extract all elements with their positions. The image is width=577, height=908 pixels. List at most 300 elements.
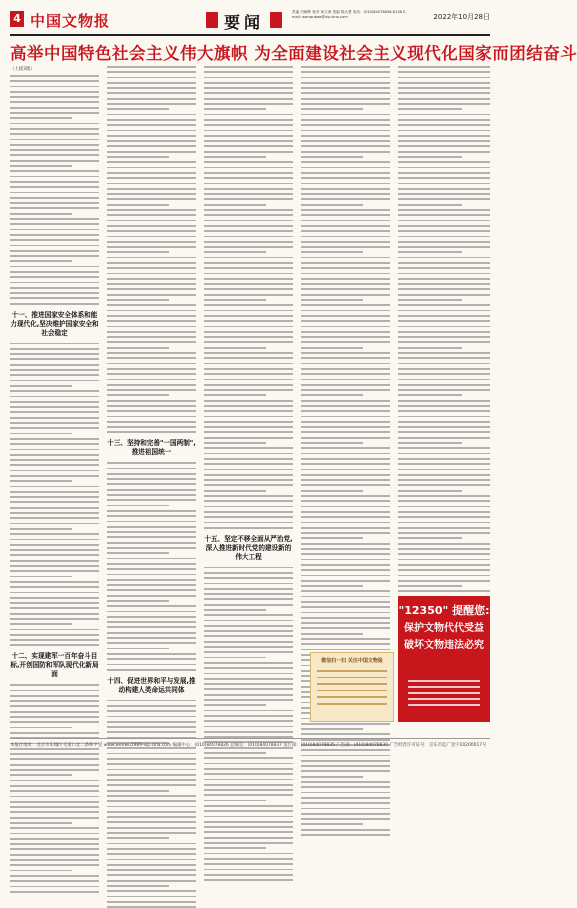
text-line	[301, 198, 390, 200]
text-line	[10, 491, 99, 493]
text-line	[204, 657, 266, 659]
text-line	[398, 426, 490, 428]
text-block	[107, 66, 196, 433]
text-line	[204, 320, 293, 322]
text-line	[10, 822, 72, 824]
text-line	[398, 506, 490, 508]
text-line	[107, 341, 196, 343]
text-line	[107, 552, 169, 554]
text-line	[301, 373, 390, 375]
text-line	[204, 426, 293, 428]
text-line	[10, 160, 99, 162]
text-line	[107, 379, 196, 381]
text-line	[204, 688, 293, 690]
text-line	[398, 151, 490, 153]
text-line	[204, 810, 293, 812]
text-line	[10, 539, 99, 541]
text-line	[204, 715, 293, 717]
text-line	[10, 292, 99, 294]
text-line	[204, 773, 293, 775]
text-line	[301, 442, 363, 444]
text-line	[107, 700, 196, 702]
text-line	[107, 400, 196, 402]
text-line	[107, 368, 196, 370]
text-line	[301, 760, 390, 762]
text-line	[301, 315, 390, 317]
text-line	[204, 842, 293, 844]
text-line	[10, 202, 99, 204]
text-line	[301, 209, 390, 211]
text-line	[107, 574, 196, 576]
text-line	[204, 87, 293, 89]
text-line	[107, 716, 196, 718]
text-line	[10, 554, 99, 556]
editor-info: 责编 冯朝晖 校对 何文涛 美编 陈大勇 电话：(010)84078836-6136 E-mail: wenwubao@vip.sina.com	[292, 10, 407, 19]
text-line	[204, 225, 293, 227]
text-line	[204, 630, 293, 632]
text-block	[10, 684, 99, 892]
text-line	[398, 214, 490, 216]
text-line	[301, 829, 390, 831]
text-line	[10, 480, 72, 482]
text-line	[301, 379, 390, 381]
text-line	[301, 490, 363, 492]
page-number: 4	[10, 11, 24, 27]
text-line	[10, 282, 99, 284]
text-line	[301, 177, 390, 179]
text-line	[10, 454, 99, 456]
text-block	[398, 66, 490, 645]
text-line	[398, 527, 490, 529]
text-line	[204, 251, 266, 253]
text-block	[204, 66, 293, 529]
text-line	[10, 369, 99, 371]
text-line	[107, 209, 196, 211]
text-line	[398, 288, 490, 290]
text-line	[398, 585, 462, 587]
text-line	[398, 580, 490, 582]
text-line	[107, 821, 196, 823]
text-line	[107, 658, 196, 660]
text-line	[301, 331, 390, 333]
text-line	[10, 86, 99, 88]
text-line	[204, 683, 293, 685]
text-line	[107, 288, 196, 290]
text-line	[204, 220, 293, 222]
text-line	[10, 133, 99, 135]
text-line	[107, 611, 196, 613]
text-line	[107, 536, 196, 538]
text-line	[10, 417, 99, 419]
text-line	[398, 315, 490, 317]
text-line	[301, 82, 390, 84]
text-line	[398, 511, 490, 513]
text-line	[398, 124, 490, 126]
text-line	[10, 123, 99, 125]
text-line	[107, 251, 169, 253]
text-line	[301, 537, 363, 539]
text-line	[204, 699, 293, 701]
text-line	[204, 853, 293, 855]
text-line	[204, 577, 293, 579]
text-line	[301, 77, 390, 79]
text-line	[10, 459, 99, 461]
text-line	[398, 251, 462, 253]
text-line	[107, 726, 196, 728]
text-line	[10, 192, 99, 194]
text-block	[107, 700, 196, 908]
text-line	[204, 593, 293, 595]
text-line	[204, 710, 293, 712]
text-line	[10, 390, 99, 392]
text-line	[107, 885, 169, 887]
text-line	[107, 626, 196, 628]
text-line	[301, 108, 363, 110]
newspaper-masthead: 中国文物报	[30, 12, 111, 30]
text-line	[301, 770, 390, 772]
text-line	[10, 234, 99, 236]
text-line	[301, 580, 390, 582]
text-line	[10, 629, 99, 631]
text-line	[10, 223, 99, 225]
text-line	[10, 358, 99, 360]
text-line	[10, 464, 99, 466]
text-line	[204, 66, 293, 68]
text-line	[301, 755, 390, 757]
text-line	[398, 177, 490, 179]
text-line	[10, 176, 99, 178]
text-line	[107, 326, 196, 328]
text-line	[301, 140, 390, 142]
text-line	[107, 896, 196, 898]
public-service-ad	[398, 596, 490, 722]
text-line	[204, 114, 293, 116]
text-line	[107, 859, 196, 861]
text-line	[398, 241, 490, 243]
text-line	[10, 271, 99, 273]
text-line	[204, 294, 293, 296]
text-line	[107, 880, 196, 882]
text-line	[204, 720, 293, 722]
text-line	[204, 204, 266, 206]
text-line	[398, 500, 490, 502]
text-line	[301, 416, 390, 418]
text-line	[10, 343, 99, 345]
text-line	[107, 901, 196, 903]
text-line	[398, 225, 490, 227]
text-line	[301, 389, 390, 391]
text-line	[107, 510, 196, 512]
issue-date: 2022年10月28日	[433, 13, 490, 21]
text-line	[301, 808, 390, 810]
text-line	[301, 278, 390, 280]
text-line	[204, 847, 266, 849]
text-line	[10, 796, 99, 798]
text-line	[107, 130, 196, 132]
text-line	[107, 774, 196, 776]
text-line	[107, 410, 196, 412]
text-line	[10, 592, 99, 594]
text-line	[204, 262, 293, 264]
page-footer: 本报社地址：北京市东城区交道口北二条和平里 www.wenwu1989-vip.sina.com 编辑中心：(010)84078826 总编室：(010)84078837 发行部：(010)84078835 广告部：(010)84078830 广告经营许可证号：京东市监广登字20200017号	[10, 738, 490, 748]
text-line	[107, 220, 196, 222]
text-line	[398, 114, 490, 116]
ad-title: "12350" 提醒您:	[398, 604, 490, 617]
text-line	[398, 548, 490, 550]
text-line	[204, 757, 293, 759]
text-line	[10, 565, 99, 567]
text-line	[301, 193, 390, 195]
text-line	[10, 186, 99, 188]
text-line	[301, 559, 390, 561]
text-line	[301, 575, 390, 577]
text-line	[107, 648, 169, 650]
text-line	[204, 299, 266, 301]
text-line	[301, 564, 390, 566]
text-line	[204, 794, 293, 796]
text-line	[107, 225, 196, 227]
text-line	[204, 673, 293, 675]
text-line	[107, 811, 196, 813]
text-line	[10, 364, 99, 366]
text-line	[10, 827, 99, 829]
text-line	[204, 527, 293, 529]
text-line	[10, 705, 99, 707]
section-marker-left	[206, 12, 218, 28]
text-line	[301, 723, 390, 725]
text-block	[10, 343, 99, 647]
text-line	[10, 639, 99, 641]
text-line	[301, 527, 390, 529]
text-line	[398, 320, 490, 322]
text-line	[301, 161, 390, 163]
text-line	[301, 596, 390, 598]
text-line	[398, 273, 490, 275]
text-line	[398, 384, 490, 386]
text-line	[398, 135, 490, 137]
text-line	[107, 483, 196, 485]
text-line	[204, 373, 293, 375]
text-line	[204, 71, 293, 73]
text-line	[301, 130, 390, 132]
continued-from: （上接3版）	[10, 67, 35, 72]
text-line	[398, 405, 490, 407]
text-line	[301, 156, 363, 158]
text-line	[204, 821, 293, 823]
text-line	[107, 784, 196, 786]
text-line	[204, 421, 293, 423]
text-line	[301, 357, 390, 359]
section-marker-right	[270, 12, 282, 28]
text-line	[398, 172, 490, 174]
subhead: 十二、实现建军一百年奋斗目标,开创国防和军队现代化新局面	[10, 652, 99, 679]
text-line	[204, 400, 293, 402]
text-line	[10, 229, 99, 231]
text-line	[204, 598, 293, 600]
text-line	[10, 753, 99, 755]
text-line	[204, 678, 293, 680]
text-line	[204, 625, 293, 627]
text-line	[398, 421, 490, 423]
text-line	[398, 463, 490, 465]
text-line	[398, 532, 490, 534]
text-line	[301, 728, 363, 730]
text-line	[204, 863, 293, 865]
text-line	[398, 479, 490, 481]
text-line	[10, 181, 99, 183]
text-line	[10, 486, 99, 488]
text-line	[398, 209, 490, 211]
text-line	[107, 273, 196, 275]
text-line	[107, 653, 196, 655]
text-line	[10, 544, 99, 546]
text-line	[107, 758, 196, 760]
text-line	[10, 780, 99, 782]
text-line	[10, 833, 99, 835]
text-line	[398, 484, 490, 486]
text-line	[301, 781, 390, 783]
text-line	[10, 623, 72, 625]
text-line	[204, 193, 293, 195]
text-line	[204, 437, 293, 439]
text-line	[10, 496, 99, 498]
text-line	[107, 283, 196, 285]
section-title: 要闻	[224, 13, 265, 32]
text-line	[204, 431, 293, 433]
text-line	[204, 768, 293, 770]
text-line	[398, 66, 490, 68]
text-line	[204, 779, 293, 781]
text-line	[10, 218, 99, 220]
text-line	[204, 516, 293, 518]
text-line	[301, 188, 390, 190]
text-line	[301, 437, 390, 439]
text-line	[10, 170, 99, 172]
text-line	[10, 618, 99, 620]
text-line	[204, 416, 293, 418]
text-line	[204, 704, 266, 706]
text-line	[10, 523, 99, 525]
text-line	[10, 690, 99, 692]
text-line	[107, 843, 196, 845]
text-line	[398, 156, 462, 158]
text-line	[10, 149, 99, 151]
text-line	[204, 879, 293, 881]
text-line	[204, 604, 293, 606]
text-line	[107, 246, 196, 248]
text-line	[398, 522, 490, 524]
text-line	[204, 410, 293, 412]
text-line	[10, 581, 99, 583]
text-line	[107, 547, 196, 549]
text-line	[10, 586, 99, 588]
text-line	[107, 151, 196, 153]
text-line	[398, 379, 490, 381]
text-line	[398, 363, 490, 365]
text-line	[10, 380, 99, 382]
text-line	[204, 826, 293, 828]
text-line	[301, 431, 390, 433]
text-line	[301, 532, 390, 534]
text-line	[398, 262, 490, 264]
column-3	[204, 66, 293, 728]
text-line	[301, 352, 390, 354]
text-line	[107, 853, 196, 855]
text-line	[204, 283, 293, 285]
text-line	[107, 521, 196, 523]
text-line	[301, 151, 390, 153]
text-line	[10, 512, 99, 514]
text-line	[107, 310, 196, 312]
text-line	[107, 384, 196, 386]
text-line	[107, 347, 169, 349]
text-line	[301, 500, 390, 502]
text-line	[204, 662, 293, 664]
text-line	[204, 694, 293, 696]
text-line	[301, 347, 363, 349]
text-line	[10, 634, 99, 636]
text-line	[107, 584, 196, 586]
text-line	[204, 304, 293, 306]
text-line	[204, 341, 293, 343]
text-line	[10, 886, 99, 888]
text-line	[107, 515, 196, 517]
text-line	[398, 98, 490, 100]
text-line	[107, 87, 196, 89]
text-line	[204, 484, 293, 486]
text-line	[10, 607, 99, 609]
text-line	[301, 299, 363, 301]
text-line	[204, 183, 293, 185]
text-line	[301, 649, 390, 651]
text-line	[301, 167, 390, 169]
text-line	[107, 832, 196, 834]
text-line	[398, 431, 490, 433]
text-line	[107, 800, 196, 802]
text-line	[301, 463, 390, 465]
text-line	[107, 489, 196, 491]
text-line	[301, 236, 390, 238]
text-line	[107, 204, 169, 206]
text-line	[301, 553, 390, 555]
text-line	[107, 363, 196, 365]
text-line	[107, 468, 196, 470]
text-line	[398, 458, 490, 460]
text-line	[301, 145, 390, 147]
text-line	[301, 103, 390, 105]
text-line	[204, 347, 266, 349]
text-line	[398, 559, 490, 561]
text-line	[398, 299, 462, 301]
text-line	[10, 560, 99, 562]
text-line	[204, 119, 293, 121]
page-headline: 高举中国特色社会主义伟大旗帜 为全面建设社会主义现代化国家而团结奋斗	[10, 44, 577, 63]
text-line	[301, 341, 390, 343]
text-line	[107, 357, 196, 359]
text-line	[398, 495, 490, 497]
text-line	[107, 257, 196, 259]
text-line	[204, 614, 293, 616]
text-line	[398, 347, 462, 349]
text-line	[301, 336, 390, 338]
text-line	[301, 368, 390, 370]
text-line	[301, 262, 390, 264]
text-line	[398, 220, 490, 222]
text-line	[204, 352, 293, 354]
text-line	[301, 447, 390, 449]
text-line	[107, 193, 196, 195]
text-line	[301, 786, 390, 788]
